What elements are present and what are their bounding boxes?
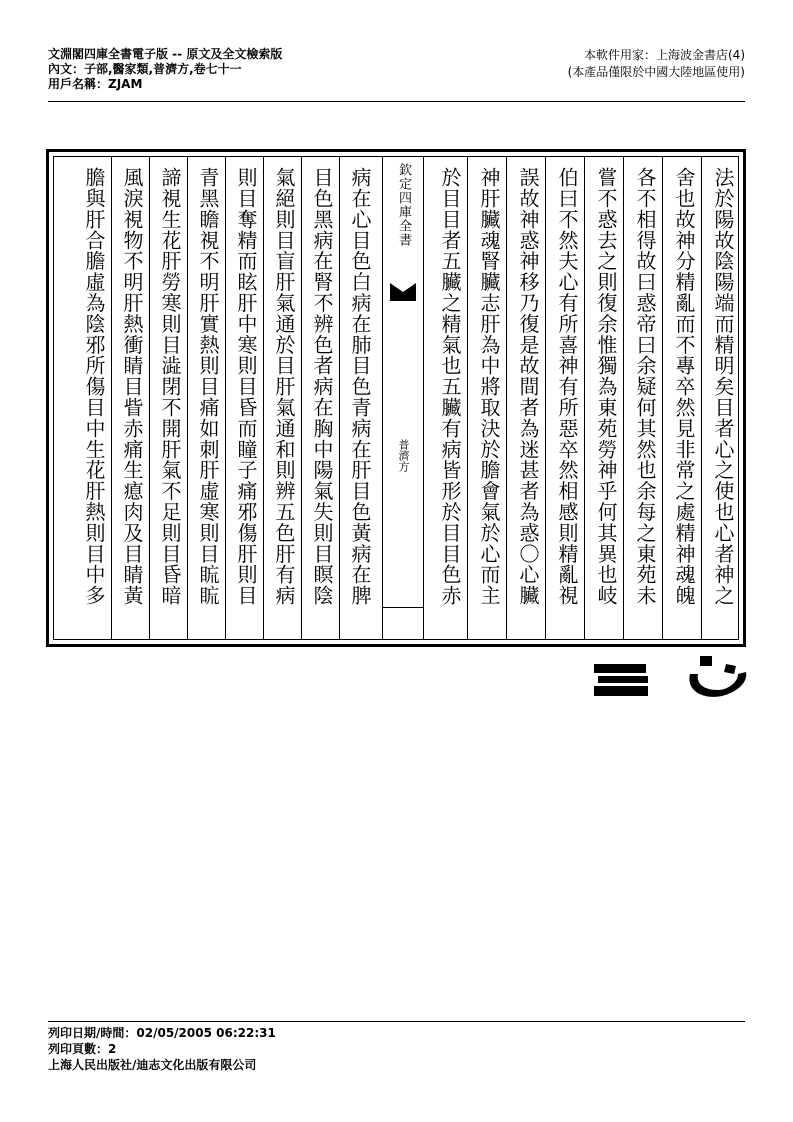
text-column: 於目目者五臟之精氣也五臟有病皆形於目目色赤 bbox=[438, 167, 462, 606]
margin-title: 欽定四庫全書 bbox=[396, 163, 411, 247]
column-rule bbox=[339, 157, 340, 639]
header-user-line: 用戶名稱：ZJAM bbox=[48, 77, 143, 91]
text-column: 氣絕則目盲肝氣通於目肝氣通和則辨五色肝有病 bbox=[272, 167, 296, 606]
column-rule bbox=[263, 157, 264, 639]
center-margin bbox=[382, 157, 424, 639]
header-content-line: 內文：子部,醫家類,普濟方,卷七十一 bbox=[48, 62, 242, 76]
column-rule bbox=[187, 157, 188, 639]
text-column: 嘗不惑去之則復余惟獨為東苑勞神乎何其異也岐 bbox=[594, 167, 618, 606]
column-rule bbox=[545, 157, 546, 639]
margin-rule bbox=[382, 607, 423, 608]
print-page-count: 列印頁數：2 bbox=[48, 1042, 117, 1056]
text-area bbox=[53, 156, 739, 640]
publisher-line: 上海人民出版社/迪志文化出版有限公司 bbox=[48, 1058, 257, 1072]
text-column: 誤故神惑神移乃復是故間者為迷甚者為惑〇心臟 bbox=[516, 167, 540, 606]
text-column: 膽與肝合膽虛為陰邪所傷目中生花肝熱則目中多 bbox=[82, 167, 106, 606]
text-column: 青黑瞻視不明肝實熱則目痛如刺肝虛寒則目䀮䀮 bbox=[196, 167, 220, 606]
column-rule bbox=[111, 157, 112, 639]
header-region-line: (本產品僅限於中國大陸地區使用) bbox=[567, 65, 745, 79]
column-rule bbox=[506, 157, 507, 639]
header-edition-line: 文淵閣四庫全書電子版 -- 原文及全文檢索版 bbox=[48, 47, 283, 61]
print-datetime: 列印日期/時間：02/05/2005 06:22:31 bbox=[48, 1026, 276, 1040]
margin-book-title: 普濟方 bbox=[397, 439, 410, 472]
header-divider bbox=[48, 101, 745, 102]
text-column: 神肝臟魂腎臟志肝為中將取決於膽會氣於心而主 bbox=[477, 167, 501, 606]
column-rule bbox=[701, 157, 702, 639]
text-column: 法於陽故陰陽端而精明矣目者心之使也心者神之 bbox=[711, 167, 735, 606]
text-column: 伯曰不然夫心有所喜神有所惡卒然相感則精亂視 bbox=[555, 167, 579, 606]
page-frame bbox=[46, 149, 746, 647]
text-column: 舍也故神分精亂而不專卒然見非常之處精神魂魄 bbox=[672, 167, 696, 606]
seal-stamp-right bbox=[682, 652, 752, 704]
header-info bbox=[48, 47, 282, 92]
column-rule bbox=[149, 157, 150, 639]
text-column: 風淚視物不明肝熱衝睛目眥赤痛生瘜肉及目睛黃 bbox=[120, 167, 144, 606]
text-column: 目色黑病在腎不辨色者病在胸中陽氣失則目瞑陰 bbox=[310, 167, 334, 606]
column-rule bbox=[662, 157, 663, 639]
text-column: 病在心目色白病在肺目色青病在肝目色黃病在脾 bbox=[348, 167, 372, 606]
column-rule bbox=[584, 157, 585, 639]
footer-divider bbox=[48, 1021, 745, 1022]
header-license bbox=[568, 47, 745, 81]
column-rule bbox=[225, 157, 226, 639]
column-rule bbox=[301, 157, 302, 639]
header-licensee-line: 本軟件用家：上海波金書店(4) bbox=[584, 48, 745, 62]
column-rule bbox=[467, 157, 468, 639]
text-column: 諦視生花肝勞寒則目澁閉不開肝氣不足則目昏暗 bbox=[158, 167, 182, 606]
text-column: 各不相得故曰惑帝曰余疑何其然也余每之東苑未 bbox=[633, 167, 657, 606]
seal-stamp-left bbox=[592, 660, 652, 700]
footer-info bbox=[48, 1025, 276, 1073]
column-rule bbox=[623, 157, 624, 639]
text-column: 則目奪精而眩肝中寒則目昏而瞳子痛邪傷肝則目 bbox=[234, 167, 258, 606]
fishtail-mark bbox=[390, 283, 416, 301]
